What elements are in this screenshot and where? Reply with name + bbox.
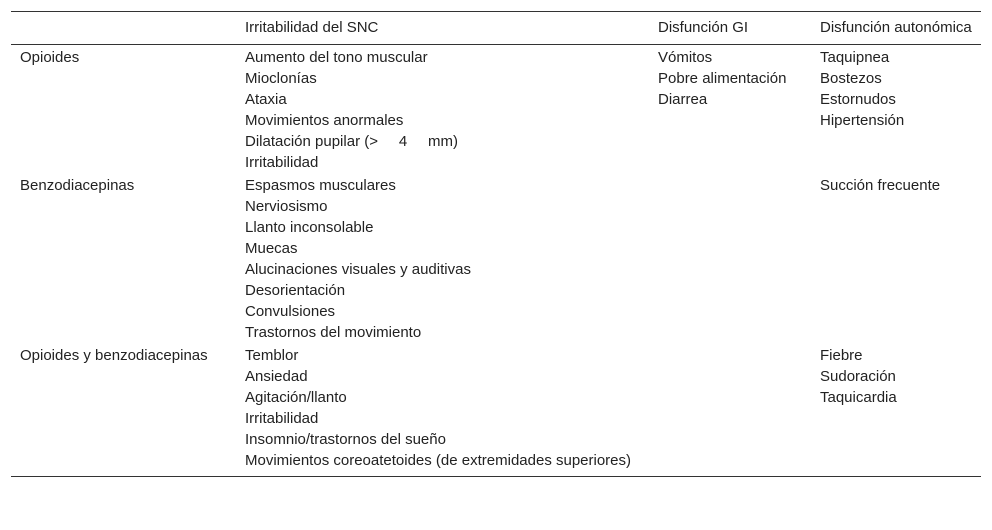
gi-item: Pobre alimentación <box>658 70 787 87</box>
cns-item: Insomnio/trastornos del sueño <box>245 431 446 448</box>
cns-item: Irritabilidad <box>245 410 319 427</box>
cns-item: Nerviosismo <box>245 198 328 215</box>
autonomic-item: Succión frecuente <box>820 177 941 194</box>
cns-item: Aumento del tono muscular <box>245 49 428 66</box>
autonomic-cell <box>811 174 981 344</box>
autonomic-item: Bostezos <box>820 70 882 87</box>
header-row <box>11 12 981 45</box>
table-row <box>11 45 981 175</box>
header-empty <box>11 12 236 45</box>
cns-cell <box>236 344 649 477</box>
header-autonomic: Disfunción autonómica <box>820 19 972 36</box>
table-row <box>11 344 981 477</box>
cns-item: Alucinaciones visuales y auditivas <box>245 261 471 278</box>
drug-cell: Opioides y benzodiacepinas <box>20 347 208 364</box>
autonomic-item: Hipertensión <box>820 112 905 129</box>
cns-item: Llanto inconsolable <box>245 219 374 236</box>
cns-item: Desorientación <box>245 282 346 299</box>
drug-cell: Opioides <box>20 49 80 66</box>
withdrawal-symptoms-table <box>11 11 981 477</box>
cns-item: Muecas <box>245 240 298 257</box>
autonomic-item: Sudoración <box>820 368 896 385</box>
gi-cell <box>649 174 811 344</box>
cns-item: Movimientos coreoatetoides (de extremidades superiores) <box>245 452 632 469</box>
autonomic-item: Fiebre <box>820 347 863 364</box>
cns-item: Temblor <box>245 347 299 364</box>
cns-item: Convulsiones <box>245 303 336 320</box>
gi-cell <box>649 344 811 477</box>
cns-cell <box>236 45 649 175</box>
cns-item: Ansiedad <box>245 368 308 385</box>
cns-item: Espasmos musculares <box>245 177 396 194</box>
gi-cell <box>649 45 811 175</box>
gi-item: Diarrea <box>658 91 708 108</box>
autonomic-item: Taquipnea <box>820 49 890 66</box>
autonomic-item: Taquicardia <box>820 389 897 406</box>
table-row <box>11 174 981 344</box>
cns-item: Irritabilidad <box>245 154 319 171</box>
autonomic-item: Estornudos <box>820 91 896 108</box>
cns-item: Mioclonías <box>245 70 317 87</box>
cns-item: Ataxia <box>245 91 287 108</box>
autonomic-cell <box>811 45 981 175</box>
cns-item: Movimientos anormales <box>245 112 404 129</box>
cns-item: Dilatación pupilar (> 4 mm) <box>245 133 458 150</box>
gi-item: Vómitos <box>658 49 713 66</box>
cns-item: Agitación/llanto <box>245 389 347 406</box>
drug-cell: Benzodiacepinas <box>20 177 135 194</box>
autonomic-cell <box>811 344 981 477</box>
cns-item: Trastornos del movimiento <box>245 324 422 341</box>
header-cns: Irritabilidad del SNC <box>245 19 379 36</box>
cns-cell <box>236 174 649 344</box>
header-gi: Disfunción GI <box>658 19 749 36</box>
